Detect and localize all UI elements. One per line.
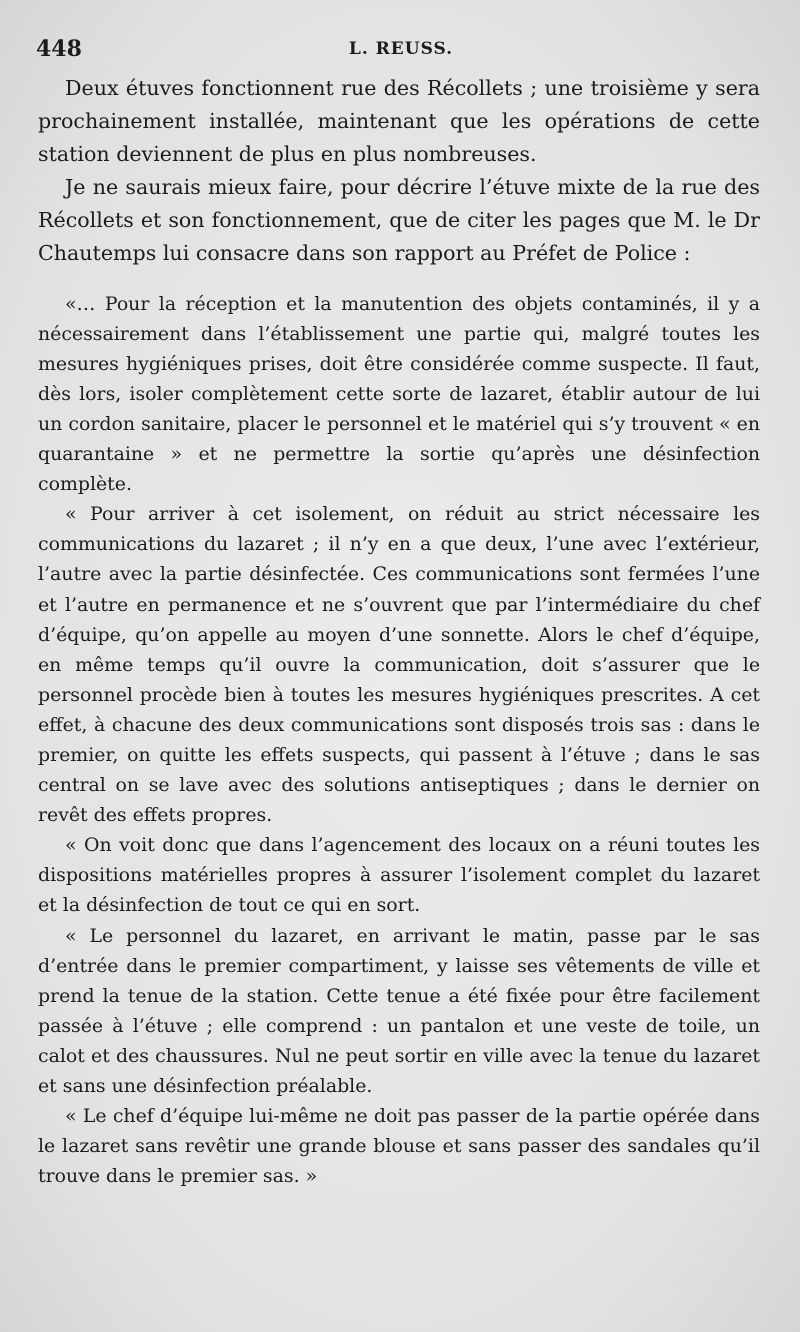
- page-number: 448: [36, 36, 82, 62]
- quote-paragraph: « Pour arriver à cet isolement, on réduit au strict nécessaire les communications du lazaret ; il n’y en a que deux, l’une avec l’extérieur, l’autre avec la partie désinfectée. Ces communications sont fermées l’une et l’autre en permanence et ne s’ouvrent que par l’intermédiaire du chef d’équipe, qu’on appelle au moyen d’une sonnette. Alors le chef d’équipe, en même temps qu’il ouvre la communication, doit s’assurer que le personnel procède bien à toutes les mesures hygiéniques prescrites. A cet effet, à chacune des deux communications sont disposés trois sas : dans le premier, on quitte les effets suspects, qui passent à l’étuve ; dans le sas central on se lave avec des solutions antiseptiques ; dans le dernier on revêt des effets propres.: [38, 503, 760, 827]
- quote-paragraph: « Le personnel du lazaret, en arrivant le matin, passe par le sas d’entrée dans le premier compartiment, y laisse ses vêtements de ville et prend la tenue de la station. Cette tenue a été fixée pour être facilement passée à l’étuve ; elle comprend : un pantalon et une veste de toile, un calot et des chaussures. Nul ne peut sortir en ville avec la tenue du lazaret et sans une désinfection préalable.: [38, 924, 760, 1097]
- paragraph: Je ne saurais mieux faire, pour décrire l’étuve mixte de la rue des Récollets et son fonctionnement, que de citer les pages que M. le Dr Chautemps lui consacre dans son rapport au Préfet de Police :: [38, 175, 760, 266]
- quote-paragraph: « On voit donc que dans l’agencement des locaux on a réuni toutes les dispositions matérielles propres à assurer l’isolement complet du lazaret et la désinfection de tout ce qui en sort.: [38, 834, 760, 917]
- body-text: [38, 72, 760, 1191]
- quote-paragraph: « Le chef d’équipe lui-même ne doit pas passer de la partie opérée dans le lazaret sans revêtir une grande blouse et sans passer des sandales qu’il trouve dans le premier sas. »: [38, 1105, 760, 1188]
- running-head: L. REUSS.: [348, 39, 454, 59]
- page-header: [36, 34, 766, 64]
- quote-paragraph: «… Pour la réception et la manutention des objets contaminés, il y a nécessairement dans l’établissement une partie qui, malgré toutes les mesures hygiéniques prises, doit être considérée comme suspecte. Il faut, dès lors, isoler complètement cette sorte de lazaret, établir autour de lui un cordon sanitaire, placer le personnel et le matériel qui s’y trouvent « en quarantaine » et ne permettre la sortie qu’après une désinfection complète.: [38, 292, 760, 496]
- paragraph: Deux étuves fonctionnent rue des Récollets ; une troisième y sera prochainement installée, maintenant que les opérations de cette station deviennent de plus en plus nombreuses.: [38, 76, 760, 167]
